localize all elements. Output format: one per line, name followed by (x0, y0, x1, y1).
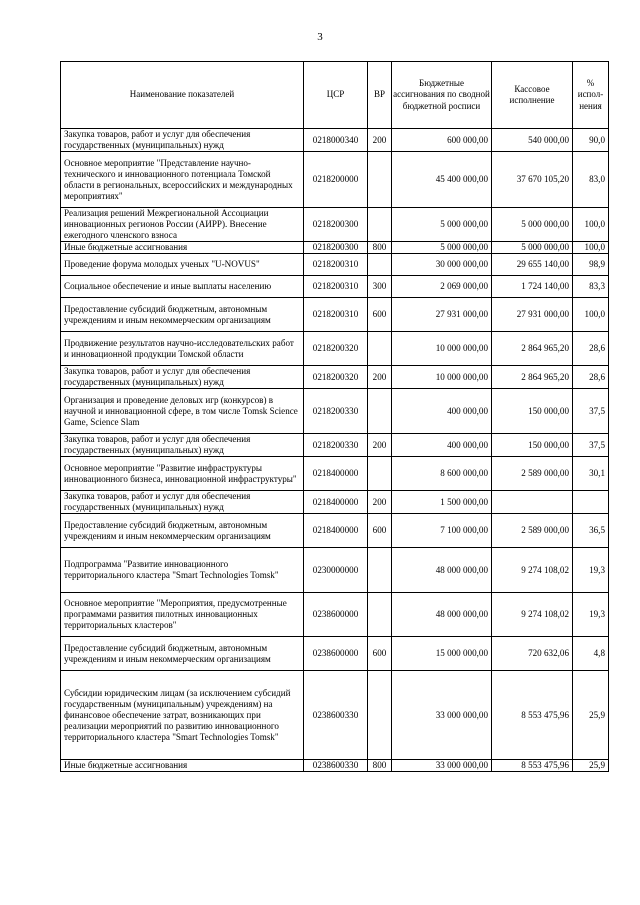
budget-execution-table (60, 61, 609, 772)
cell-budget: 1 500 000,00 (392, 491, 492, 514)
column-header-pct: % испол-нения (573, 62, 609, 129)
cell-budget: 33 000 000,00 (392, 760, 492, 772)
cell-vr: 600 (368, 637, 392, 671)
table-row (61, 491, 609, 514)
cell-budget: 33 000 000,00 (392, 671, 492, 760)
cell-csr: 0218200300 (304, 208, 368, 242)
cell-pct: 37,5 (573, 434, 609, 457)
cell-csr: 0218200310 (304, 254, 368, 276)
cell-name: Основное мероприятие "Представление научно-технического и инновационного потенциала Томской области в региональных, всероссийских и международных мероприятиях" (61, 152, 304, 208)
cell-csr: 0238600000 (304, 637, 368, 671)
cell-cash: 150 000,00 (492, 389, 573, 434)
cell-pct: 28,6 (573, 332, 609, 366)
cell-budget: 48 000 000,00 (392, 548, 492, 593)
cell-pct: 30,1 (573, 457, 609, 491)
cell-name: Реализация решений Межрегиональной Ассоциации инновационных регионов России (АИРР). Внесение ежегодного членского взноса (61, 208, 304, 242)
cell-cash: 1 724 140,00 (492, 276, 573, 298)
cell-pct: 98,9 (573, 254, 609, 276)
table-header-row (61, 62, 609, 129)
cell-cash: 2 864 965,20 (492, 332, 573, 366)
cell-budget: 30 000 000,00 (392, 254, 492, 276)
cell-vr (368, 152, 392, 208)
cell-pct: 90,0 (573, 129, 609, 152)
cell-cash: 5 000 000,00 (492, 242, 573, 254)
cell-name: Предоставление субсидий бюджетным, автономным учреждениям и иным некоммерческим организациям (61, 637, 304, 671)
cell-cash: 2 589 000,00 (492, 457, 573, 491)
cell-pct: 25,9 (573, 760, 609, 772)
table-row (61, 434, 609, 457)
cell-cash: 8 553 475,96 (492, 760, 573, 772)
cell-vr: 800 (368, 242, 392, 254)
cell-csr: 0218200320 (304, 332, 368, 366)
cell-vr (368, 548, 392, 593)
cell-csr: 0218400000 (304, 514, 368, 548)
column-header-vr: ВР (368, 62, 392, 129)
cell-cash: 29 655 140,00 (492, 254, 573, 276)
cell-cash: 5 000 000,00 (492, 208, 573, 242)
cell-budget: 27 931 000,00 (392, 298, 492, 332)
cell-budget: 600 000,00 (392, 129, 492, 152)
cell-cash: 540 000,00 (492, 129, 573, 152)
table-row (61, 152, 609, 208)
cell-cash: 2 864 965,20 (492, 366, 573, 389)
cell-name: Основное мероприятие "Мероприятия, предусмотренные программами развития пилотных инновационных территориальных кластеров" (61, 593, 304, 637)
table-row (61, 298, 609, 332)
cell-pct: 25,9 (573, 671, 609, 760)
table-row (61, 389, 609, 434)
cell-budget: 400 000,00 (392, 389, 492, 434)
cell-cash: 2 589 000,00 (492, 514, 573, 548)
cell-vr (368, 671, 392, 760)
cell-vr (368, 332, 392, 366)
cell-cash: 37 670 105,20 (492, 152, 573, 208)
cell-name: Продвижение результатов научно-исследовательских работ и инновационной продукции Томской области (61, 332, 304, 366)
cell-csr: 0218200310 (304, 276, 368, 298)
cell-name: Закупка товаров, работ и услуг для обеспечения государственных (муниципальных) нужд (61, 434, 304, 457)
cell-vr: 300 (368, 276, 392, 298)
cell-pct: 19,3 (573, 548, 609, 593)
cell-vr (368, 457, 392, 491)
cell-budget: 2 069 000,00 (392, 276, 492, 298)
cell-pct: 37,5 (573, 389, 609, 434)
cell-pct: 28,6 (573, 366, 609, 389)
cell-pct: 36,5 (573, 514, 609, 548)
cell-name: Закупка товаров, работ и услуг для обеспечения государственных (муниципальных) нужд (61, 129, 304, 152)
cell-csr: 0218400000 (304, 491, 368, 514)
cell-name: Подпрограмма "Развитие инновационного территориального кластера "Smart Technologies Tomsk" (61, 548, 304, 593)
cell-csr: 0238600330 (304, 671, 368, 760)
cell-vr (368, 254, 392, 276)
cell-vr: 200 (368, 129, 392, 152)
cell-cash: 8 553 475,96 (492, 671, 573, 760)
table-row (61, 366, 609, 389)
cell-csr: 0218200300 (304, 242, 368, 254)
cell-cash: 150 000,00 (492, 434, 573, 457)
cell-csr: 0218400000 (304, 457, 368, 491)
cell-vr: 800 (368, 760, 392, 772)
table-row (61, 457, 609, 491)
cell-budget: 5 000 000,00 (392, 208, 492, 242)
cell-cash: 9 274 108,02 (492, 593, 573, 637)
cell-budget: 400 000,00 (392, 434, 492, 457)
cell-name: Иные бюджетные ассигнования (61, 760, 304, 772)
cell-vr (368, 208, 392, 242)
cell-csr: 0218200330 (304, 389, 368, 434)
column-header-budget: Бюджетные ассигнования по сводной бюджетной росписи (392, 62, 492, 129)
cell-vr: 600 (368, 514, 392, 548)
cell-budget: 5 000 000,00 (392, 242, 492, 254)
cell-csr: 0218200000 (304, 152, 368, 208)
cell-name: Организация и проведение деловых игр (конкурсов) в научной и инновационной сфере, в том числе Tomsk Science Game, Science Slam (61, 389, 304, 434)
cell-csr: 0238600000 (304, 593, 368, 637)
cell-cash: 720 632,06 (492, 637, 573, 671)
cell-cash: 9 274 108,02 (492, 548, 573, 593)
cell-budget: 15 000 000,00 (392, 637, 492, 671)
cell-name: Иные бюджетные ассигнования (61, 242, 304, 254)
cell-budget: 10 000 000,00 (392, 332, 492, 366)
cell-name: Предоставление субсидий бюджетным, автономным учреждениям и иным некоммерческим организациям (61, 514, 304, 548)
cell-pct: 100,0 (573, 242, 609, 254)
table-row (61, 671, 609, 760)
cell-csr: 0218200310 (304, 298, 368, 332)
column-header-name: Наименование показателей (61, 62, 304, 129)
cell-name: Субсидии юридическим лицам (за исключением субсидий государственным (муниципальным) учреждениям) на финансовое обеспечение затрат, возникающих при реализации мероприятий по развитию инновационного территориального кластера "Smart Technologies Tomsk" (61, 671, 304, 760)
cell-csr: 0238600330 (304, 760, 368, 772)
cell-csr: 0218200320 (304, 366, 368, 389)
cell-pct: 100,0 (573, 208, 609, 242)
cell-csr: 0230000000 (304, 548, 368, 593)
cell-name: Предоставление субсидий бюджетным, автономным учреждениям и иным некоммерческим организациям (61, 298, 304, 332)
cell-pct: 83,0 (573, 152, 609, 208)
table-row (61, 548, 609, 593)
cell-pct: 4,8 (573, 637, 609, 671)
cell-pct: 19,3 (573, 593, 609, 637)
table-row (61, 332, 609, 366)
table-row (61, 514, 609, 548)
table-row (61, 593, 609, 637)
column-header-csr: ЦСР (304, 62, 368, 129)
cell-name: Проведение форума молодых ученых "U-NOVUS" (61, 254, 304, 276)
table-row (61, 637, 609, 671)
cell-vr: 200 (368, 491, 392, 514)
table-row (61, 129, 609, 152)
cell-vr: 200 (368, 434, 392, 457)
table-row (61, 242, 609, 254)
cell-csr: 0218200330 (304, 434, 368, 457)
cell-vr (368, 593, 392, 637)
cell-vr: 600 (368, 298, 392, 332)
cell-csr: 0218000340 (304, 129, 368, 152)
table-row (61, 208, 609, 242)
cell-pct (573, 491, 609, 514)
page-number: 3 (317, 31, 323, 43)
cell-pct: 100,0 (573, 298, 609, 332)
table-row (61, 760, 609, 772)
cell-name: Закупка товаров, работ и услуг для обеспечения государственных (муниципальных) нужд (61, 366, 304, 389)
cell-vr: 200 (368, 366, 392, 389)
cell-budget: 7 100 000,00 (392, 514, 492, 548)
column-header-cash: Кассовое исполнение (492, 62, 573, 129)
cell-name: Основное мероприятие "Развитие инфраструктуры инновационного бизнеса, инновационной инфраструктуры" (61, 457, 304, 491)
cell-cash (492, 491, 573, 514)
cell-budget: 45 400 000,00 (392, 152, 492, 208)
cell-budget: 48 000 000,00 (392, 593, 492, 637)
table-row (61, 276, 609, 298)
cell-pct: 83,3 (573, 276, 609, 298)
cell-budget: 10 000 000,00 (392, 366, 492, 389)
cell-vr (368, 389, 392, 434)
cell-name: Закупка товаров, работ и услуг для обеспечения государственных (муниципальных) нужд (61, 491, 304, 514)
cell-budget: 8 600 000,00 (392, 457, 492, 491)
cell-cash: 27 931 000,00 (492, 298, 573, 332)
cell-name: Социальное обеспечение и иные выплаты населению (61, 276, 304, 298)
table-row (61, 254, 609, 276)
